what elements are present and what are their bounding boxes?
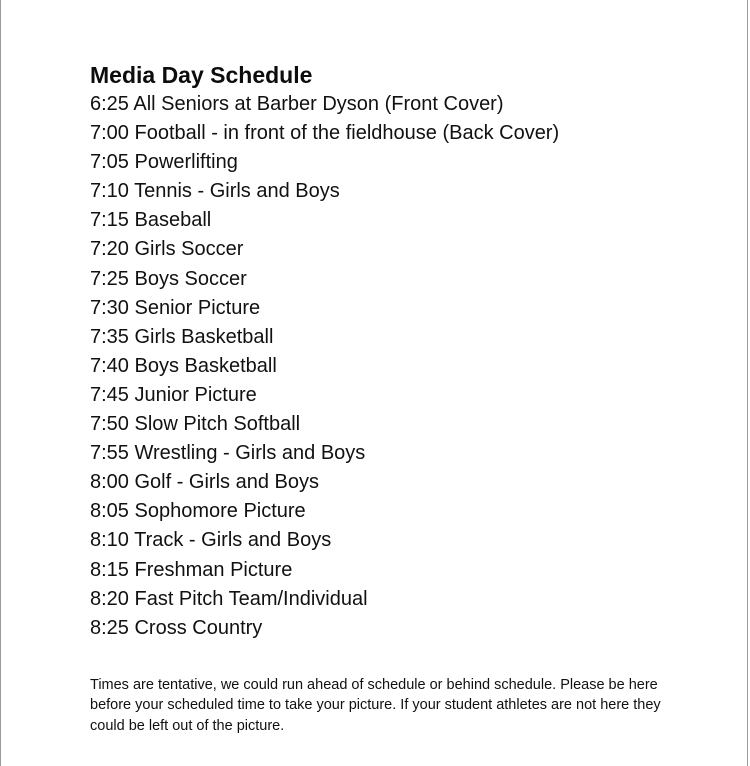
schedule-item: 8:05 Sophomore Picture	[90, 500, 306, 523]
schedule-item: 8:25 Cross Country	[90, 616, 263, 639]
schedule-note: Times are tentative, we could run ahead of schedule or behind schedule. Please be here before your scheduled time to take your picture. If your student athletes are not here they could be left out of the picture.	[90, 676, 661, 734]
schedule-item: 7:45 Junior Picture	[90, 383, 257, 406]
schedule-item: 7:40 Boys Basketball	[90, 354, 277, 377]
schedule-item: 7:55 Wrestling - Girls and Boys	[90, 442, 366, 465]
schedule-item: 8:00 Golf - Girls and Boys	[90, 471, 319, 494]
schedule-item: 7:25 Boys Soccer	[90, 267, 247, 290]
schedule-item: 7:05 Powerlifting	[90, 151, 238, 174]
schedule-item: 8:15 Freshman Picture	[90, 558, 293, 581]
schedule-item: 7:10 Tennis - Girls and Boys	[90, 180, 340, 203]
schedule-item: 7:00 Football - in front of the fieldhouse (Back Cover)	[90, 122, 560, 145]
schedule-list	[90, 90, 690, 643]
schedule-item: 7:30 Senior Picture	[90, 296, 261, 319]
page-title: Media Day Schedule	[90, 62, 313, 88]
schedule-item: 6:25 All Seniors at Barber Dyson (Front Cover)	[90, 93, 504, 115]
schedule-item: 7:35 Girls Basketball	[90, 325, 274, 348]
schedule-item: 8:20 Fast Pitch Team/Individual	[90, 587, 368, 610]
document-content	[90, 60, 690, 751]
schedule-item: 7:50 Slow Pitch Softball	[90, 413, 301, 436]
schedule-item: 8:10 Track - Girls and Boys	[90, 529, 332, 552]
schedule-item: 7:15 Baseball	[90, 209, 212, 232]
schedule-item: 7:20 Girls Soccer	[90, 238, 244, 261]
